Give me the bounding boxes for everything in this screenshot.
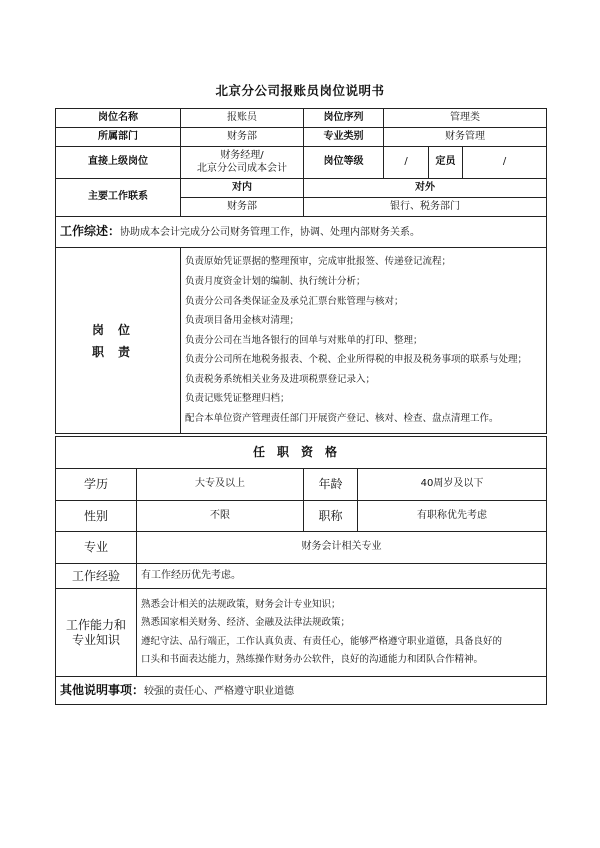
grade-value: / — [384, 147, 429, 179]
duties-label — [56, 248, 181, 434]
qualifications-header: 任职资格 — [56, 437, 547, 469]
age-label: 年龄 — [304, 469, 358, 501]
internal-label: 对内 — [181, 179, 304, 198]
duty-item: 负责记账凭证整理归档； — [185, 393, 290, 405]
ability-item: 口头和书面表达能力，熟练操作财务办公软件，良好的沟通能力和团队合作精神。 — [141, 654, 484, 665]
ability-label-line-2: 专业知识 — [71, 632, 120, 647]
post-name-label: 岗位名称 — [56, 109, 181, 128]
post-seq-value: 管理类 — [384, 109, 547, 128]
duty-item: 负责分公司所在地税务报表、个税、企业所得税的申报及税务事项的联系与处理； — [185, 354, 528, 366]
category-value: 财务管理 — [384, 128, 547, 147]
other-notes-text: 较强的责任心、严格遵守职业道德 — [144, 685, 295, 697]
other-notes-row — [56, 677, 547, 705]
superior-value — [181, 147, 304, 179]
external-value: 银行、税务部门 — [304, 198, 547, 217]
duties-label-line-2: 职责 — [91, 344, 144, 359]
contacts-label: 主要工作联系 — [56, 179, 181, 217]
post-seq-label: 岗位序列 — [304, 109, 384, 128]
ability-item: 遵纪守法、品行端正，工作认真负责、有责任心，能够严格遵守职业道德，具备良好的 — [141, 635, 503, 647]
ability-list — [137, 589, 547, 677]
major-label: 专业 — [56, 532, 137, 564]
gender-label: 性别 — [56, 501, 137, 532]
other-notes-label: 其他说明事项： — [60, 682, 145, 697]
external-label: 对外 — [304, 179, 547, 198]
post-name-value: 报账员 — [181, 109, 304, 128]
dept-value: 财务部 — [181, 128, 304, 147]
summary-text: 协助成本会计完成分公司财务管理工作，协调、处理内部财务关系。 — [120, 227, 421, 239]
page-title: 北京分公司报账员岗位说明书 — [215, 83, 385, 98]
quota-value: / — [463, 147, 547, 179]
duty-item: 配合本单位资产管理责任部门开展资产登记、核对、检查、盘点清理工作。 — [185, 413, 499, 425]
duty-item: 负责月度资金计划的编制、执行统计分析； — [185, 275, 366, 287]
superior-line-2: 北京分公司成本会计 — [197, 162, 287, 174]
duty-item: 负责分公司各类保证金及承兑汇票台账管理与核对； — [185, 295, 404, 307]
dept-label: 所属部门 — [56, 128, 181, 147]
duties-list — [181, 248, 547, 434]
category-label: 专业类别 — [304, 128, 384, 147]
qualifications-table — [55, 436, 547, 705]
duty-item: 负责分公司在当地各银行的回单与对账单的打印、整理； — [185, 334, 423, 346]
duty-item: 负责原始凭证票据的整理预审，完成审批报签、传递登记流程； — [185, 256, 452, 268]
superior-label: 直接上级岗位 — [56, 147, 181, 179]
job-title-value: 有职称优先考虑 — [358, 501, 547, 532]
education-label: 学历 — [56, 469, 137, 501]
duties-label-line-1: 岗位 — [91, 322, 144, 337]
post-info-table — [55, 108, 547, 434]
internal-value: 财务部 — [181, 198, 304, 217]
experience-value: 有工作经历优先考虑。 — [137, 564, 547, 589]
quota-label: 定员 — [429, 147, 463, 179]
ability-item: 熟悉会计相关的法规政策，财务会计专业知识； — [141, 598, 341, 610]
duty-item: 负责项目备用金核对清理； — [185, 315, 300, 327]
duty-item: 负责税务系统相关业务及进项税票登记录入； — [185, 373, 376, 385]
gender-value: 不限 — [137, 501, 304, 532]
ability-label — [56, 589, 137, 677]
superior-line-1: 财务经理/ — [220, 150, 264, 161]
grade-label: 岗位等级 — [304, 147, 384, 179]
major-value: 财务会计相关专业 — [137, 532, 547, 564]
ability-label-line-1: 工作能力和 — [65, 617, 126, 632]
age-value: 40周岁及以下 — [358, 469, 547, 501]
job-title-label: 职称 — [304, 501, 358, 532]
experience-label: 工作经验 — [56, 564, 137, 589]
summary-row — [56, 217, 547, 248]
summary-label: 工作综述： — [60, 224, 121, 239]
education-value: 大专及以上 — [137, 469, 304, 501]
ability-item: 熟悉国家相关财务、经济、金融及法律法规政策； — [141, 617, 351, 628]
